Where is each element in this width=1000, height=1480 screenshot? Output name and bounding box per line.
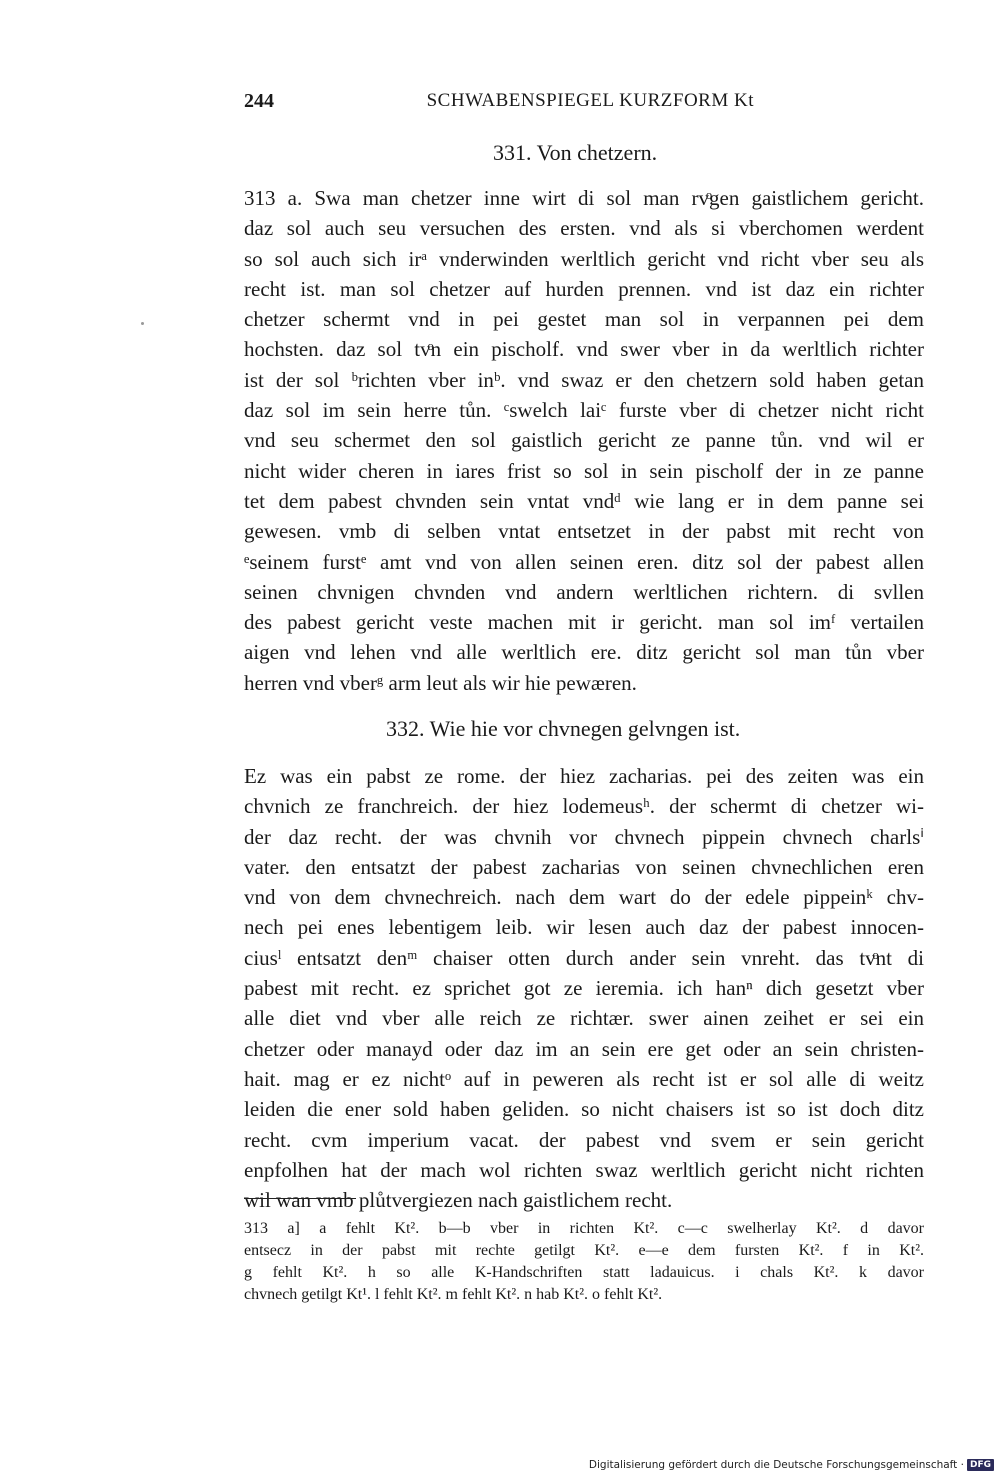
- text-line: gewesen. vmb di selben vntat entsetzet in der pabst mit recht von: [244, 519, 924, 544]
- text-line: vater. den entsatzt der pabest zacharias von seinen chvnechlichen eren: [244, 854, 924, 879]
- text-line: daz sol im sein herre tůn. ᶜswelch laiᶜ furste vber di chetzer nicht richt: [244, 398, 924, 423]
- section-title-332: 332. Wie hie vor chvnegen gelvngen ist.: [386, 716, 741, 741]
- text-line: wil wan vmb plůtvergiezen nach gaistlichem recht.: [244, 1188, 673, 1213]
- text-line: aigen vnd lehen vnd alle werltlich ere. ditz gericht sol man tůn vber: [244, 640, 924, 665]
- text-line: seinen chvnigen chvnden vnd andern werltlichen richtern. di svllen: [244, 579, 924, 604]
- credit-text: Digitalisierung gefördert durch die Deutsche Forschungsgemeinschaft ·: [588, 1459, 964, 1471]
- text-line: alle diet vnd vber alle reich ze richtær. swer ainen zeihet er sei ein: [244, 1006, 924, 1031]
- text-line: chvnich ze franchreich. der hiez lodemeusʰ. der schermt di chetzer wi-: [244, 794, 924, 819]
- text-line: recht. cvm imperium vacat. der pabest vnd svem er sein gericht: [244, 1127, 924, 1152]
- dfg-logo: DFG: [967, 1459, 994, 1471]
- running-title: SCHWABENSPIEGEL KURZFORM Kt: [426, 90, 754, 111]
- text-line: der daz recht. der was chvnih vor chvnech pippein chvnech charlsⁱ: [244, 824, 924, 849]
- text-line: nech pei enes lebentigem leib. wir lesen auch daz der pabest innocen-: [244, 915, 924, 940]
- text-line: vnd seu schermet den sol gaistlich gericht ze panne tůn. vnd wil er: [244, 428, 924, 453]
- section-body-331: [244, 183, 924, 698]
- running-head: [244, 90, 754, 114]
- text-line: so sol auch sich irᵃ vnderwinden werltlich gericht vnd richt vber seu als: [244, 246, 924, 271]
- footnote-line: chvnech getilgt Kt¹. l fehlt Kt². m fehlt Kt². n hab Kt². o fehlt Kt².: [244, 1286, 663, 1303]
- footnote-line: g fehlt Kt². h so alle K-Handschriften statt ladauicus. i chals Kt². k davor: [244, 1264, 924, 1281]
- text-line: 313 a. Swa man chetzer inne wirt di sol man rvͦgen gaistlichem gericht.: [244, 186, 924, 210]
- digitization-credit: [589, 1456, 994, 1474]
- text-line: herren vnd vberᵍ arm leut als wir hie pewæren.: [244, 670, 637, 695]
- text-line: chetzer schermt vnd in pei gestet man sol in verpannen pei dem: [244, 307, 924, 332]
- footnote-line: entsecz in der pabst mit rechte getilgt Kt². e—e dem fursten Kt². f in Kt².: [244, 1242, 924, 1259]
- text-line: tet dem pabest chvnden sein vntat vndᵈ wie lang er in dem panne sei: [244, 488, 924, 513]
- text-line: ᵉseinem furstᵉ amt vnd von allen seinen eren. ditz sol der pabest allen: [244, 549, 924, 574]
- text-line: vnd von dem chvnechreich. nach dem wart do der edele pippeinᵏ chv-: [244, 885, 924, 910]
- text-line: nicht wider cheren in iares frist so sol in sein pischolf der in ze panne: [244, 458, 924, 483]
- section-title-331: 331. Von chetzern.: [493, 140, 658, 165]
- text-line: Ez was ein pabst ze rome. der hiez zacharias. pei des zeiten was ein: [244, 764, 924, 788]
- text-line: chetzer oder manayd oder daz im an sein ere get oder an sein christen-: [244, 1036, 924, 1061]
- footnotes: [244, 1218, 924, 1306]
- page-number: 244: [244, 90, 274, 112]
- section-body-332: [244, 761, 924, 1215]
- text-line: leiden die ener sold haben geliden. so nicht chaisers ist so ist doch ditz: [244, 1097, 924, 1122]
- text-line: hait. mag er ez nichtᵒ auf in peweren als recht ist er sol alle di weitz: [244, 1066, 924, 1091]
- scan-speck: [141, 322, 144, 325]
- text-line: des pabest gericht veste machen mit ir gericht. man sol imᶠ vertailen: [244, 610, 924, 635]
- text-line: ist der sol ᵇrichten vber inᵇ. vnd swaz er den chetzern sold haben getan: [244, 367, 924, 392]
- text-line: daz sol auch seu versuchen des ersten. vnd als si vberchomen werdent: [244, 216, 924, 241]
- text-line: hochsten. daz sol tvͦn ein pischolf. vnd swer vber in da werltlich richter: [244, 337, 924, 362]
- footnote-separator: [244, 1198, 356, 1199]
- text-line: pabest mit recht. ez sprichet got ze ieremia. ich hanⁿ dich gesetzt vber: [244, 976, 924, 1001]
- footnote-line: 313 a] a fehlt Kt². b—b vber in richten Kt². c—c swelherlay Kt². d davor: [244, 1220, 924, 1237]
- text-line: enpfolhen hat der mach wol richten swaz werltlich gericht nicht richten: [244, 1157, 924, 1182]
- text-line: ciusˡ entsatzt denᵐ chaiser otten durch ander sein vnreht. das tvͦnt di: [244, 945, 924, 970]
- text-line: recht ist. man sol chetzer auf hurden prennen. vnd ist daz ein richter: [244, 276, 924, 301]
